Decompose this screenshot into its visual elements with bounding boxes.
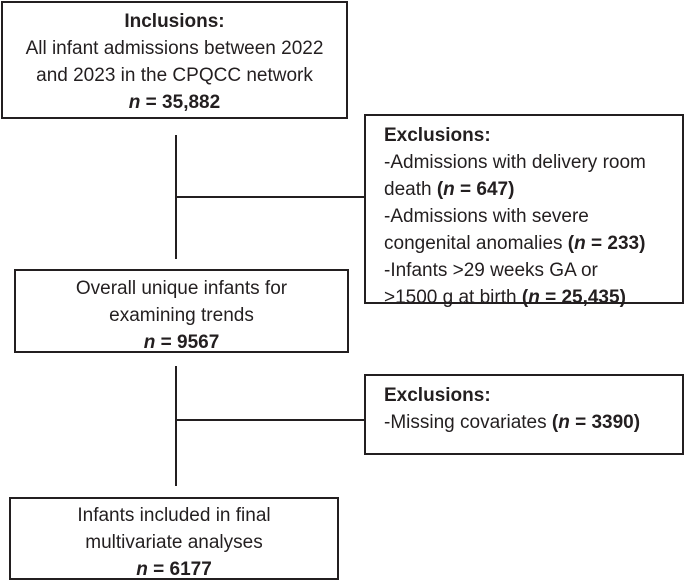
final-analyses-box [9,497,339,580]
exclusions-1-item-3-count: (n = 25,435) [521,287,626,308]
exclusions-1-item-1-line-1: -Admissions with delivery room [384,152,646,173]
exclusions-1-item-3-line-2 [384,284,682,311]
exclusions-2-item-1 [384,409,682,436]
exclusions-1-item-3-n-label: n [528,287,540,308]
final-n-label: n [136,559,148,580]
inclusions-n-label: n [128,92,141,113]
overall-n-label: n [143,332,156,353]
exclusions-box-2 [364,374,684,455]
exclusions-2-item-1-text: -Missing covariates [384,412,552,433]
exclusions-1-item-2-n-label: n [574,233,586,254]
inclusions-count [3,89,346,116]
connector-horizontal-1 [175,196,364,198]
inclusions-n-value: = 35,882 [140,92,221,113]
overall-count [16,329,347,356]
final-text-line-2: multivariate analyses [85,532,263,553]
final-count [11,556,337,583]
exclusions-box-1 [364,114,684,308]
exclusions-1-item-2-text: congenital anomalies [384,233,568,254]
connector-horizontal-2 [175,419,364,421]
connector-vertical-2 [175,366,177,486]
exclusions-1-item-2-line-1: -Admissions with severe [384,206,589,227]
exclusions-2-item-1-n-value: = 3390 [569,412,634,433]
exclusions-1-item-3-line-1: -Infants >29 weeks GA or [384,260,598,281]
exclusions-1-item-3-n-value: = 25,435 [539,287,620,308]
final-n-value: = 6177 [147,559,212,580]
exclusions-1-item-1-n-label: n [443,179,455,200]
inclusions-box [1,1,348,119]
inclusions-title: Inclusions: [124,11,225,32]
exclusions-1-item-3-text: >1500 g at birth [384,287,522,308]
inclusions-text-line-2: and 2023 in the CPQCC network [36,65,313,86]
inclusions-text-line-1: All infant admissions between 2022 [25,38,324,59]
exclusions-2-item-1-count: (n = 3390) [551,412,641,433]
exclusions-1-item-2-count: (n = 233) [567,233,646,254]
overall-n-value: = 9567 [155,332,220,353]
exclusions-1-item-2-line-2 [384,230,682,257]
exclusions-1-item-2-n-value: = 233 [585,233,640,254]
overall-infants-box [14,269,349,353]
exclusions-1-item-1-line-2 [384,176,682,203]
exclusions-1-item-1-n-value: = 647 [454,179,509,200]
exclusions-2-title: Exclusions: [384,385,491,406]
exclusions-1-item-1-count: (n = 647) [436,179,515,200]
exclusions-1-item-1-text: death [384,179,437,200]
final-text-line-1: Infants included in final [77,505,271,526]
overall-text-line-1: Overall unique infants for [75,278,288,299]
exclusions-2-item-1-n-label: n [558,412,570,433]
exclusions-1-title: Exclusions: [384,125,491,146]
overall-text-line-2: examining trends [109,305,254,326]
